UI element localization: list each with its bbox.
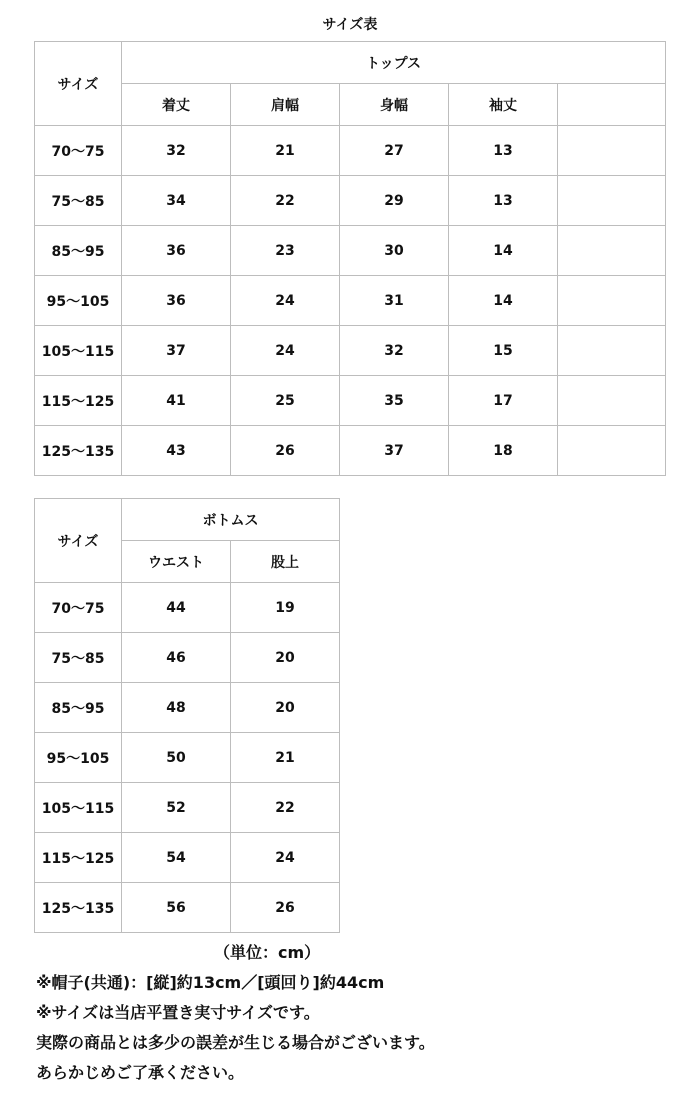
hat-size-note: ※帽子(共通)：[縦]約13cm／[頭回り]約44cm (36, 973, 385, 992)
empty-header-cell (558, 84, 666, 126)
value-cell: 23 (231, 226, 340, 276)
size-cell: 105～115 (35, 326, 122, 376)
size-cell: 70～75 (35, 583, 122, 633)
column-header: 股上 (231, 541, 340, 583)
table-row (35, 276, 666, 326)
bottoms-group-header: ボトムス (122, 499, 340, 541)
size-cell: 115～125 (35, 833, 122, 883)
size-header: サイズ (35, 42, 122, 126)
value-cell: 36 (122, 226, 231, 276)
value-cell: 44 (122, 583, 231, 633)
value-cell: 36 (122, 276, 231, 326)
value-cell: 48 (122, 683, 231, 733)
value-cell: 17 (449, 376, 558, 426)
size-header: サイズ (35, 499, 122, 583)
value-cell: 32 (340, 326, 449, 376)
column-header: 着丈 (122, 84, 231, 126)
size-cell: 95～105 (35, 733, 122, 783)
empty-cell (558, 126, 666, 176)
value-cell: 21 (231, 733, 340, 783)
value-cell: 26 (231, 426, 340, 476)
value-cell: 14 (449, 276, 558, 326)
size-cell: 105～115 (35, 783, 122, 833)
value-cell: 54 (122, 833, 231, 883)
value-cell: 22 (231, 783, 340, 833)
acknowledgement-note: あらかじめご了承ください。 (36, 1063, 245, 1082)
size-cell: 115～125 (35, 376, 122, 426)
value-cell: 37 (340, 426, 449, 476)
unit-note: （単位：cm） (214, 943, 321, 962)
empty-cell (558, 176, 666, 226)
value-cell: 20 (231, 683, 340, 733)
empty-cell (558, 276, 666, 326)
bottoms-size-table (34, 498, 340, 933)
value-cell: 43 (122, 426, 231, 476)
size-cell: 70～75 (35, 126, 122, 176)
value-cell: 14 (449, 226, 558, 276)
size-cell: 125～135 (35, 426, 122, 476)
value-cell: 13 (449, 176, 558, 226)
tolerance-note: 実際の商品とは多少の誤差が生じる場合がございます。 (36, 1033, 435, 1052)
column-header: ウエスト (122, 541, 231, 583)
size-cell: 75～85 (35, 176, 122, 226)
table-row (35, 126, 666, 176)
value-cell: 18 (449, 426, 558, 476)
size-cell: 85～95 (35, 683, 122, 733)
column-header: 身幅 (340, 84, 449, 126)
value-cell: 26 (231, 883, 340, 933)
value-cell: 19 (231, 583, 340, 633)
tops-group-header: トップス (122, 42, 666, 84)
table-row (35, 833, 340, 883)
value-cell: 35 (340, 376, 449, 426)
value-cell: 30 (340, 226, 449, 276)
empty-cell (558, 226, 666, 276)
value-cell: 41 (122, 376, 231, 426)
value-cell: 50 (122, 733, 231, 783)
column-header: 袖丈 (449, 84, 558, 126)
value-cell: 31 (340, 276, 449, 326)
table-row (35, 326, 666, 376)
page-title: サイズ表 (322, 17, 378, 33)
value-cell: 27 (340, 126, 449, 176)
value-cell: 37 (122, 326, 231, 376)
value-cell: 52 (122, 783, 231, 833)
measurement-note: ※サイズは当店平置き実寸サイズです。 (36, 1003, 320, 1022)
value-cell: 56 (122, 883, 231, 933)
empty-cell (558, 376, 666, 426)
value-cell: 13 (449, 126, 558, 176)
size-cell: 75～85 (35, 633, 122, 683)
value-cell: 15 (449, 326, 558, 376)
value-cell: 25 (231, 376, 340, 426)
tops-size-table (34, 41, 666, 476)
size-cell: 85～95 (35, 226, 122, 276)
value-cell: 20 (231, 633, 340, 683)
value-cell: 22 (231, 176, 340, 226)
table-row (35, 426, 666, 476)
value-cell: 46 (122, 633, 231, 683)
notes-section (36, 938, 676, 1088)
value-cell: 21 (231, 126, 340, 176)
value-cell: 24 (231, 833, 340, 883)
empty-cell (558, 326, 666, 376)
size-cell: 125～135 (35, 883, 122, 933)
table-row (35, 176, 666, 226)
table-row (35, 783, 340, 833)
column-header: 肩幅 (231, 84, 340, 126)
table-row (35, 883, 340, 933)
value-cell: 24 (231, 276, 340, 326)
table-row (35, 226, 666, 276)
table-row (35, 583, 340, 633)
table-row (35, 633, 340, 683)
table-row (35, 733, 340, 783)
size-cell: 95～105 (35, 276, 122, 326)
table-row (35, 683, 340, 733)
table-row (35, 376, 666, 426)
empty-cell (558, 426, 666, 476)
value-cell: 29 (340, 176, 449, 226)
value-cell: 34 (122, 176, 231, 226)
value-cell: 32 (122, 126, 231, 176)
value-cell: 24 (231, 326, 340, 376)
